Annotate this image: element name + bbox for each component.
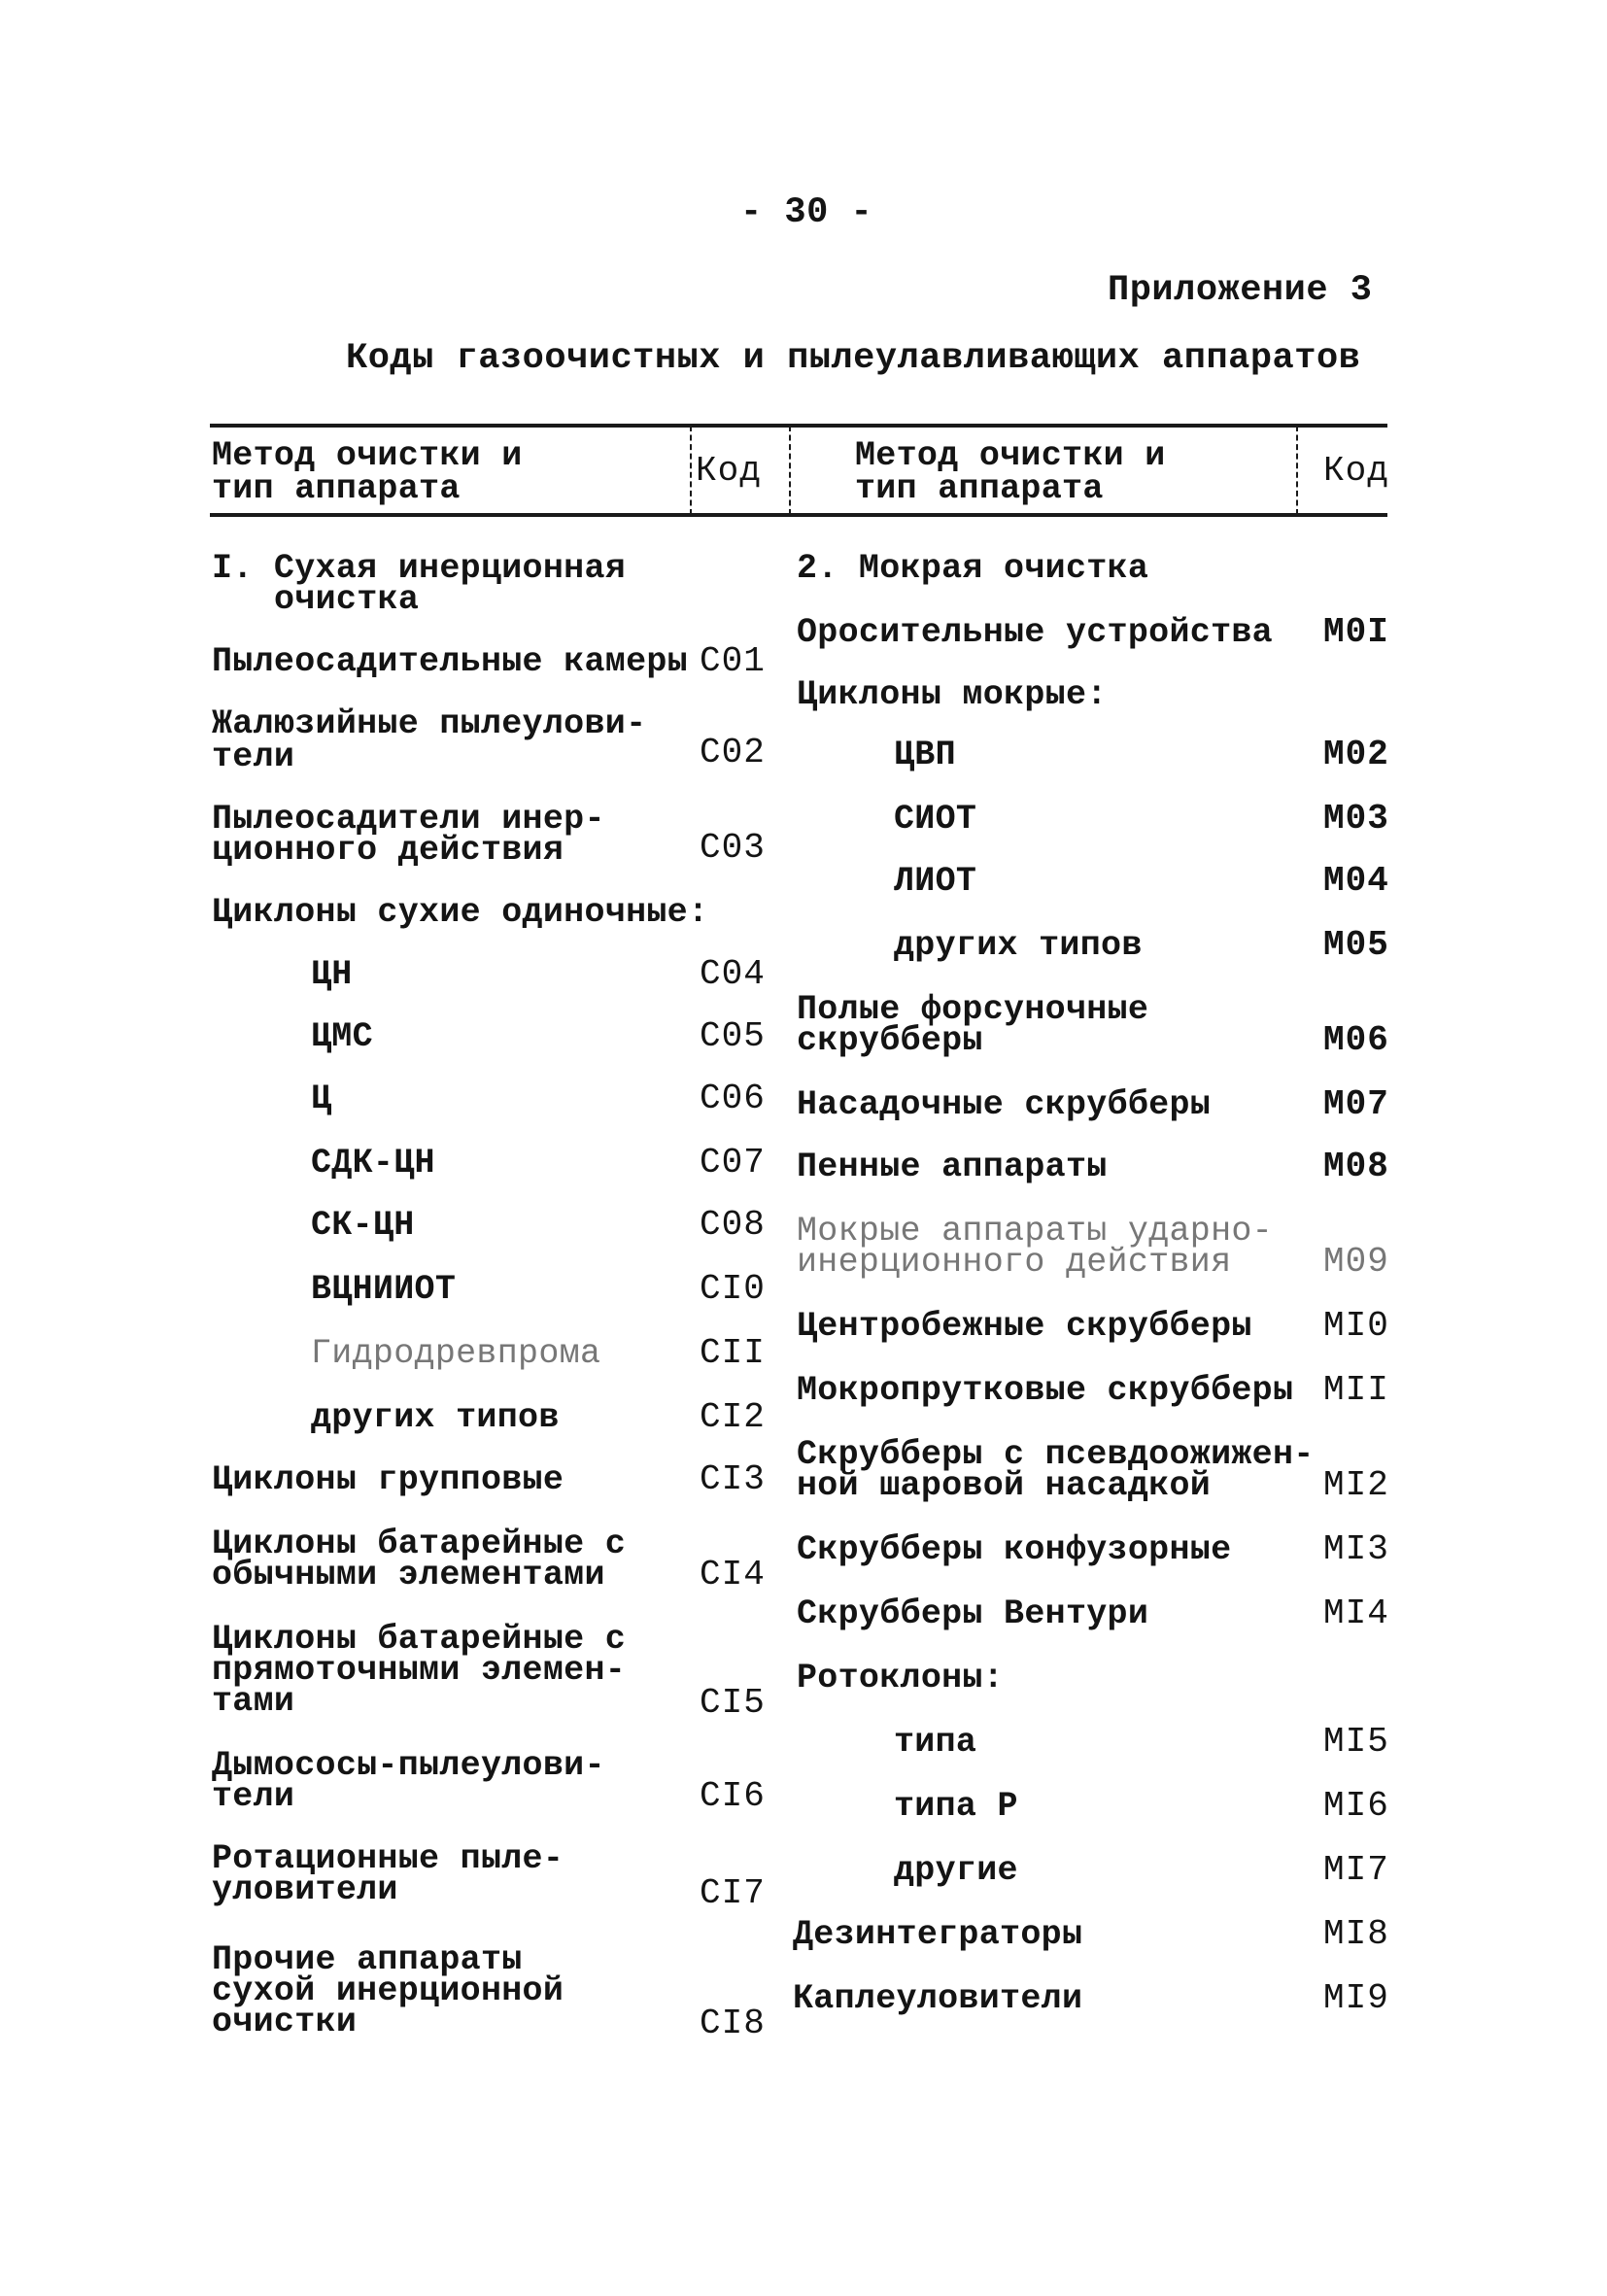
row-code: C05 bbox=[700, 1016, 766, 1056]
row-name: другие bbox=[894, 1851, 1018, 1890]
row-name: Оросительные устройства bbox=[797, 613, 1273, 652]
row-name: ционного действия bbox=[212, 831, 564, 870]
page-number: - 30 - bbox=[740, 192, 873, 233]
row-name: уловители bbox=[212, 1870, 398, 1909]
section-dry-title-line1: I. Сухая инерционная bbox=[212, 549, 627, 588]
row-name: Жалюзийные пылеулови- bbox=[212, 704, 647, 743]
row-code: CI6 bbox=[700, 1776, 766, 1816]
row-name: Полые форсуночные bbox=[797, 990, 1149, 1029]
row-code: MI9 bbox=[1323, 1978, 1389, 2018]
row-code: M04 bbox=[1323, 861, 1389, 901]
row-code: C06 bbox=[700, 1079, 766, 1118]
row-code: C02 bbox=[700, 733, 766, 772]
document-title: Коды газоочистных и пылеулавливающих аппаратов bbox=[346, 338, 1361, 379]
row-code: MI2 bbox=[1323, 1465, 1389, 1505]
row-name: типа Р bbox=[894, 1787, 1018, 1826]
row-code: M06 bbox=[1323, 1020, 1389, 1060]
row-name: Циклоны батарейные с bbox=[212, 1525, 627, 1563]
row-code: C04 bbox=[700, 954, 766, 994]
row-name: Насадочные скрубберы bbox=[797, 1085, 1212, 1124]
row-name: Циклоны батарейные с bbox=[212, 1620, 627, 1659]
row-name: Мокрые аппараты ударно- bbox=[797, 1212, 1273, 1251]
row-name: инерционного действия bbox=[797, 1243, 1232, 1282]
row-code: MI8 bbox=[1323, 1914, 1389, 1954]
row-code: MI6 bbox=[1323, 1786, 1389, 1826]
row-name: обычными элементами bbox=[212, 1556, 605, 1594]
row-name: Ц bbox=[311, 1079, 332, 1118]
row-name: очистки bbox=[212, 2003, 358, 2041]
header-method-right-line2: тип аппарата bbox=[855, 469, 1104, 508]
header-code-right: Код bbox=[1323, 451, 1389, 491]
row-code: M09 bbox=[1323, 1242, 1389, 1282]
row-name: прямоточными элемен- bbox=[212, 1651, 627, 1690]
group-heading: Циклоны сухие одиночные: bbox=[212, 893, 709, 932]
row-name: Пылеосадительные камеры bbox=[212, 642, 688, 681]
row-name: ЛИОТ bbox=[894, 862, 977, 901]
row-code: MI7 bbox=[1323, 1850, 1389, 1890]
row-name: Мокропрутковые скрубберы bbox=[797, 1371, 1294, 1410]
row-code: CI0 bbox=[700, 1269, 766, 1309]
row-code: M05 bbox=[1323, 925, 1389, 965]
row-name: Дезинтеграторы bbox=[793, 1915, 1083, 1954]
row-code: MI3 bbox=[1323, 1529, 1389, 1569]
row-name: других типов bbox=[311, 1398, 560, 1437]
table-header-rule bbox=[210, 513, 1387, 517]
row-name: тели bbox=[212, 737, 295, 776]
row-name: СИОТ bbox=[894, 800, 977, 839]
row-name: ЦН bbox=[311, 955, 353, 994]
row-name: Скрубберы конфузорные bbox=[797, 1530, 1232, 1569]
row-name: Ротационные пыле- bbox=[212, 1839, 564, 1878]
appendix-label: Приложение 3 bbox=[1108, 270, 1373, 311]
row-code: CI7 bbox=[700, 1873, 766, 1913]
row-code: C08 bbox=[700, 1205, 766, 1245]
row-name: ВЦНИИОТ bbox=[311, 1270, 457, 1309]
row-name: ной шаровой насадкой bbox=[797, 1466, 1212, 1505]
row-code: M02 bbox=[1323, 735, 1389, 774]
row-code: M0I bbox=[1323, 612, 1389, 652]
row-code: CI4 bbox=[700, 1555, 766, 1594]
row-code: MI5 bbox=[1323, 1722, 1389, 1762]
row-code: CI2 bbox=[700, 1397, 766, 1437]
row-code: C01 bbox=[700, 641, 766, 681]
row-name: типа bbox=[894, 1723, 977, 1762]
header-method-left-line1: Метод очистки и bbox=[212, 436, 523, 475]
row-code: C07 bbox=[700, 1143, 766, 1182]
row-name: Центробежные скрубберы bbox=[797, 1307, 1252, 1346]
row-name: СК-ЦН bbox=[311, 1206, 415, 1245]
row-name: СДК-ЦН bbox=[311, 1144, 435, 1182]
row-code: CI3 bbox=[700, 1459, 766, 1499]
column-divider bbox=[789, 426, 791, 515]
row-name: Гидродревпрома bbox=[311, 1334, 601, 1373]
section-wet-title: 2. Мокрая очистка bbox=[797, 549, 1149, 588]
row-code: MI4 bbox=[1323, 1593, 1389, 1633]
row-code: MII bbox=[1323, 1370, 1389, 1410]
header-method-left-line2: тип аппарата bbox=[212, 469, 461, 508]
row-name: Дымососы-пылеулови- bbox=[212, 1746, 605, 1785]
row-name: ЦМС bbox=[311, 1017, 373, 1056]
row-name: скрубберы bbox=[797, 1021, 983, 1060]
column-divider bbox=[690, 426, 692, 515]
section-dry-title-line2: очистка bbox=[274, 580, 420, 619]
row-code: CI5 bbox=[700, 1683, 766, 1723]
header-method-right-line1: Метод очистки и bbox=[855, 436, 1166, 475]
row-name: Пенные аппараты bbox=[797, 1148, 1108, 1186]
header-code-left: Код bbox=[696, 451, 762, 491]
row-code: CI8 bbox=[700, 2004, 766, 2043]
row-code: CII bbox=[700, 1333, 766, 1373]
table-top-rule bbox=[210, 424, 1387, 428]
row-name: Каплеуловители bbox=[793, 1979, 1083, 2018]
row-name: тами bbox=[212, 1682, 295, 1721]
row-code: M03 bbox=[1323, 799, 1389, 839]
row-name: тели bbox=[212, 1777, 295, 1816]
row-name: Скрубберы с псевдоожижен- bbox=[797, 1435, 1315, 1474]
row-name: сухой инерционной bbox=[212, 1971, 564, 2010]
row-name: Пылеосадители инер- bbox=[212, 800, 605, 839]
row-name: Прочие аппараты bbox=[212, 1940, 523, 1979]
row-name: других типов bbox=[894, 926, 1143, 965]
row-name: Скрубберы Вентури bbox=[797, 1594, 1149, 1633]
row-code: M07 bbox=[1323, 1084, 1389, 1124]
row-name: ЦВП bbox=[894, 736, 956, 774]
row-name: Циклоны групповые bbox=[212, 1460, 564, 1499]
column-divider bbox=[1296, 426, 1298, 515]
row-code: C03 bbox=[700, 828, 766, 868]
group-heading: Ротоклоны: bbox=[797, 1659, 1005, 1697]
row-code: MI0 bbox=[1323, 1306, 1389, 1346]
row-code: M08 bbox=[1323, 1147, 1389, 1186]
group-heading: Циклоны мокрые: bbox=[797, 675, 1108, 714]
